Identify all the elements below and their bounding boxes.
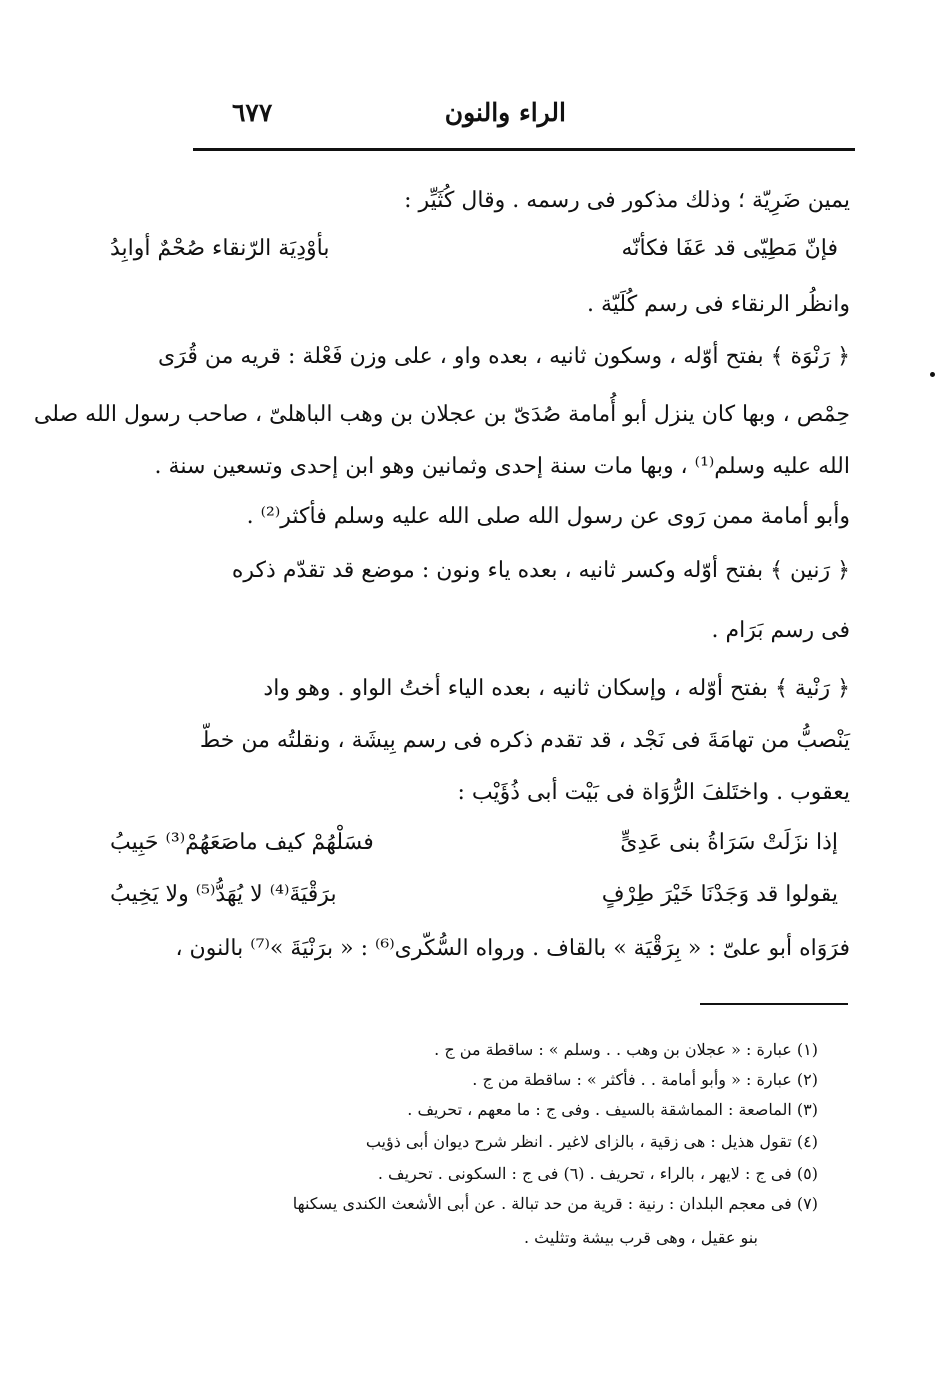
footnote: (٢) عبارة : « وأبو أمامة . . فأكثر » : ساقطة من ج . — [472, 1070, 818, 1089]
footnote-continuation: بنو عقيل ، وهى قرب بيشة وتثليث . — [524, 1228, 758, 1247]
page-number: ٦٧٧ — [232, 98, 273, 127]
header-rule — [193, 148, 855, 151]
body-line: فى رسم بَرَام . — [711, 618, 850, 643]
verse-hemistich-first: يقولوا قد وَجَدْنَا خَيْرَ طِرْفٍ — [601, 882, 838, 907]
footnote-rule — [700, 1003, 848, 1005]
verse-line — [110, 832, 838, 854]
footnote: (٧) فى معجم البلدان : رنية : قرية من حد تبالة . عن أبى الأشعث الكندى يسكنها — [292, 1194, 818, 1213]
body-line: الله عليه وسلم⁽¹⁾ ، وبها مات سنة إحدى وثمانين وهو ابن إحدى وتسعين سنة . — [154, 454, 850, 479]
footnote: (٤) تقول هذيل : هى زقية ، بالزاى لاغير . انظر شرح ديوان أبى ذؤيب — [365, 1132, 818, 1151]
verse-hemistich-second: بأوْدِيَة الرّنقاء صُحْمٌ أوابِدُ — [110, 236, 330, 261]
body-line: وانظُر الرنقاء فى رسم كُلَيّة . — [586, 292, 850, 317]
footnote: (٥) فى ج : لايهر ، بالراء ، تحريف . (٦) فى ج : السكونى . تحريف . — [377, 1164, 818, 1183]
verse-hemistich-second: برَقْيَةَ⁽⁴⁾ لا يُهَدُّ⁽⁵⁾ ولا يَخِيبُ — [110, 882, 337, 907]
body-line: وأبو أمامة ممن رَوى عن رسول الله صلى الله عليه وسلم فأكثر⁽²⁾ . — [246, 504, 850, 529]
footnote: (٣) الماصعة : المماشقة بالسيف . وفى ج : ما معهم ، تحريف . — [407, 1100, 818, 1119]
body-line: فرَوَاه أبو علىّ : « بِرَقْيَة » بالقاف . ورواه السُّكّرى⁽⁶⁾ : « برَنْيَةَ »⁽⁷⁾ بالنون ، — [175, 936, 850, 961]
verse-hemistich-first: فإنّ مَطِيّى قد عَفَا فكأنّه — [621, 236, 838, 261]
verse-hemistich-second: فسَلْهُمْ كيف ماصَعَهُمْ⁽³⁾ حَبِيبُ — [110, 830, 374, 855]
running-header-title: الراء والنون — [444, 98, 566, 127]
scan-speck — [930, 372, 935, 377]
body-line: يعقوب . واختَلفَ الرُّوَاة فى بَيْت أبى ذُؤَيْب : — [457, 780, 850, 805]
body-line: يَنْصبُّ من تهامَةَ فى نَجْد ، قد تقدم ذكره فى رسم بِيشَة ، ونقلتُه من خطّ — [199, 728, 850, 753]
verse-line — [110, 884, 838, 906]
entry-line-rnin: ﴿ رَنين ﴾ بفتح أوّله وكسر ثانيه ، بعده ياء ونون : موضع قد تقدّم ذكره — [231, 558, 850, 583]
entry-line-rnya: ﴿ رَنْية ﴾ بفتح أوّله ، وإسكان ثانيه ، بعده الياء أختُ الواو . وهو واد — [263, 676, 850, 701]
body-line: حِمْص ، وبها كان ينزل أبو أُمامة صُدَىّ بن عجلان بن وهب الباهلىّ ، صاحب رسول الله صلى — [33, 402, 850, 427]
verse-hemistich-first: إذا نزَلَتْ سَرَاةُ بنى عَدِىٍّ — [620, 830, 838, 855]
body-line: يمين ضَرِيّة ؛ وذلك مذكور فى رسمه . وقال كُثَيِّر : — [404, 188, 850, 213]
footnote: (١) عبارة : « عجلان بن وهب . . وسلم » : ساقطة من ج . — [434, 1040, 818, 1059]
verse-line — [110, 238, 838, 260]
entry-line-rnwa: ﴿ رَنْوَة ﴾ بفتح أوّله ، وسكون ثانيه ، بعده واو ، على وزن فَعْلة : قريه من قُرَى — [158, 344, 850, 369]
